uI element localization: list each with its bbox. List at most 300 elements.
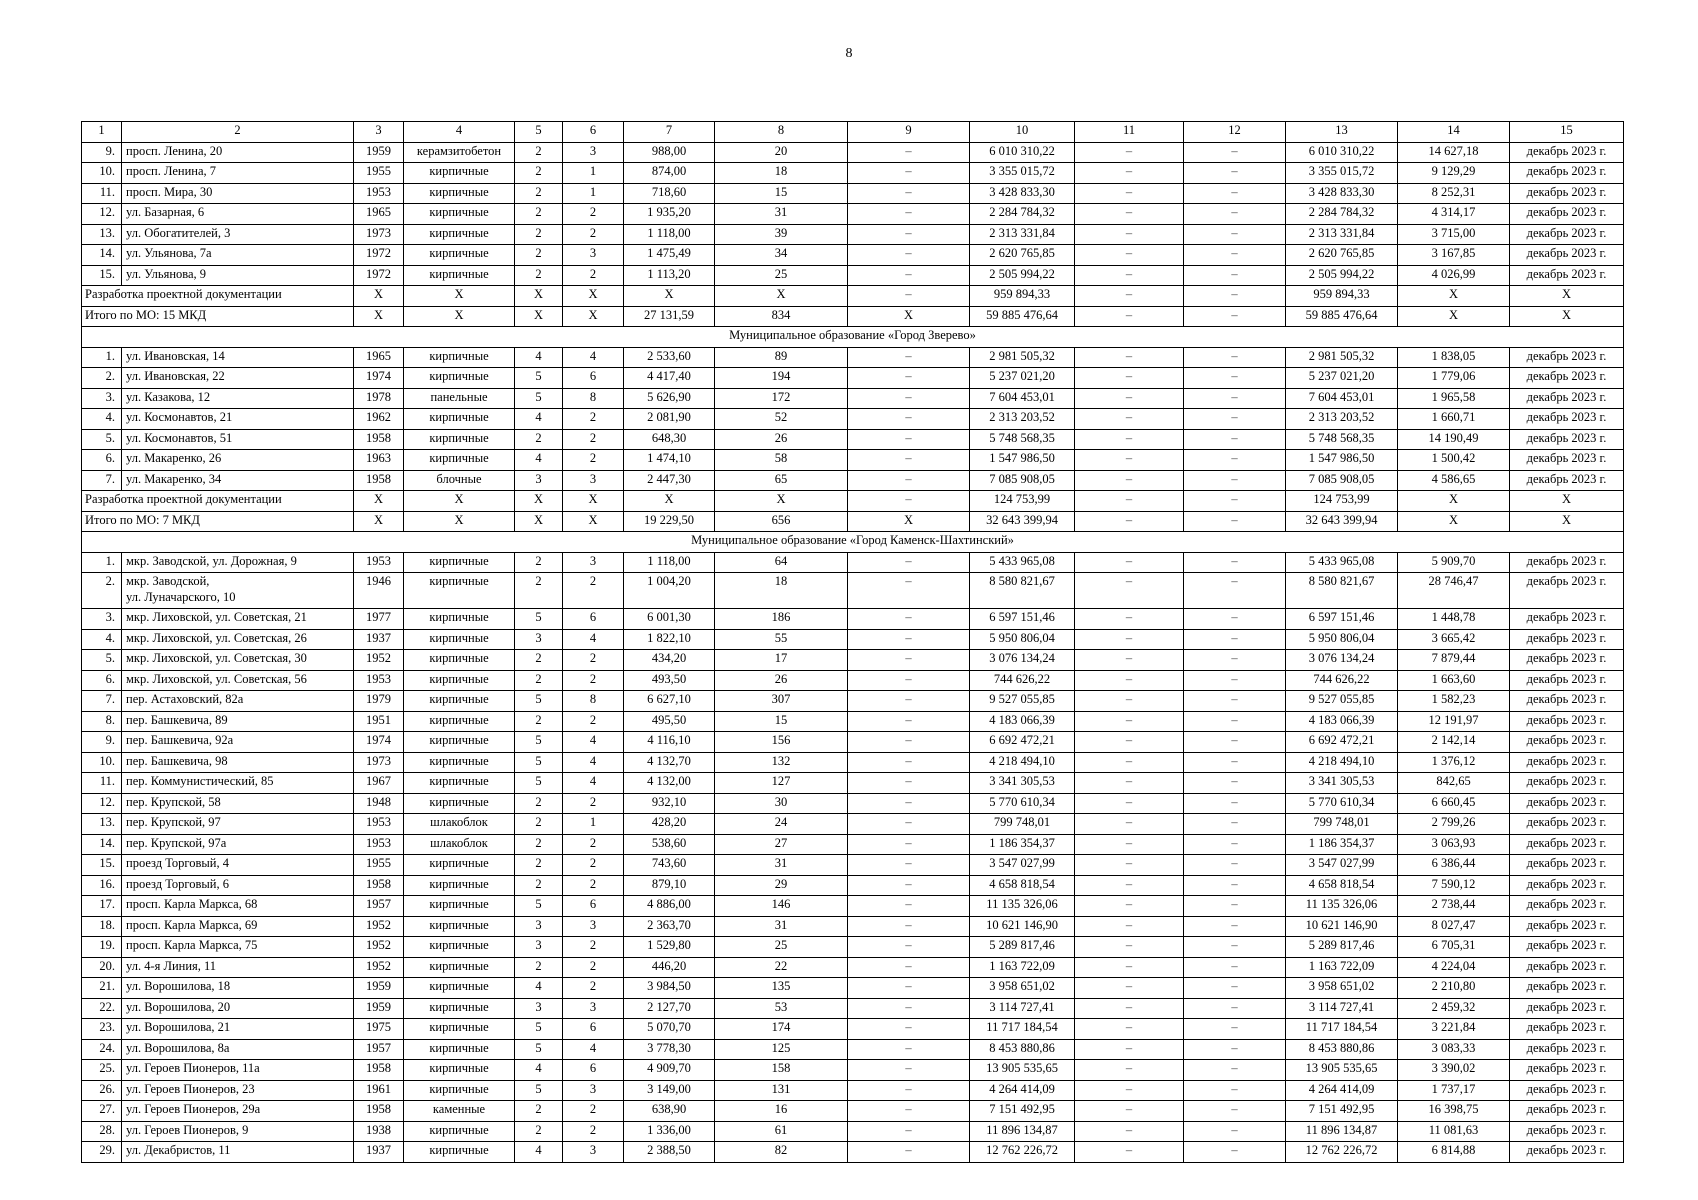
table-cell: – (1075, 978, 1184, 999)
table-row (82, 573, 1624, 609)
row-label: Итого по МО: 15 МКД (82, 306, 354, 327)
table-cell: 1955 (354, 163, 404, 184)
table-cell: кирпичные (404, 347, 515, 368)
table-cell: 5 (515, 388, 563, 409)
table-cell: 21. (82, 978, 122, 999)
table-cell: декабрь 2023 г. (1510, 711, 1624, 732)
table-row (82, 855, 1624, 876)
table-cell: 1937 (354, 1142, 404, 1163)
table-cell: 7. (82, 691, 122, 712)
table-cell: 125 (715, 1039, 848, 1060)
table-cell: 55 (715, 629, 848, 650)
table-cell: – (1184, 793, 1286, 814)
table-cell: декабрь 2023 г. (1510, 937, 1624, 958)
table-cell: декабрь 2023 г. (1510, 732, 1624, 753)
column-number-cell: 8 (715, 122, 848, 143)
table-cell: декабрь 2023 г. (1510, 388, 1624, 409)
table-row (82, 1101, 1624, 1122)
table-cell: 12 762 226,72 (1286, 1142, 1398, 1163)
table-cell: – (1184, 1060, 1286, 1081)
address-cell: ул. Ульянова, 7а (122, 245, 354, 266)
table-cell: декабрь 2023 г. (1510, 875, 1624, 896)
address-cell: мкр. Лиховской, ул. Советская, 56 (122, 670, 354, 691)
table-cell: – (1184, 773, 1286, 794)
table-cell: X (354, 491, 404, 512)
table-cell: – (1075, 834, 1184, 855)
table-cell: 146 (715, 896, 848, 917)
table-cell: 12. (82, 793, 122, 814)
table-cell: 11 135 326,06 (970, 896, 1075, 917)
table-cell: – (1075, 388, 1184, 409)
table-cell: – (1075, 609, 1184, 630)
table-cell: 11 717 184,54 (1286, 1019, 1398, 1040)
table-row (82, 875, 1624, 896)
total-row (82, 511, 1624, 532)
table-cell: – (848, 998, 970, 1019)
table-cell: 2 (515, 183, 563, 204)
table-cell: 39 (715, 224, 848, 245)
table-cell: 2 313 331,84 (1286, 224, 1398, 245)
table-cell: 8 027,47 (1398, 916, 1510, 937)
table-cell: – (1184, 957, 1286, 978)
table-cell: 1 118,00 (624, 552, 715, 573)
table-cell: 5 (515, 609, 563, 630)
table-cell: – (1184, 265, 1286, 286)
table-cell: – (1184, 752, 1286, 773)
table-cell: X (354, 511, 404, 532)
table-cell: 1963 (354, 450, 404, 471)
table-cell: 6 (563, 1060, 624, 1081)
table-cell: кирпичные (404, 1080, 515, 1101)
table-cell: 4 658 818,54 (970, 875, 1075, 896)
table-cell: 2 (515, 670, 563, 691)
table-cell: 13. (82, 814, 122, 835)
table-cell: – (1184, 388, 1286, 409)
table-cell: – (848, 855, 970, 876)
table-cell: – (1075, 896, 1184, 917)
table-cell: 27 131,59 (624, 306, 715, 327)
table-cell: 6 386,44 (1398, 855, 1510, 876)
table-cell: 4. (82, 629, 122, 650)
table-cell: 1975 (354, 1019, 404, 1040)
table-cell: – (1184, 306, 1286, 327)
table-cell: 9 527 055,85 (1286, 691, 1398, 712)
table-cell: кирпичные (404, 609, 515, 630)
table-cell: – (848, 1080, 970, 1101)
table-cell: – (848, 834, 970, 855)
table-cell: – (1184, 629, 1286, 650)
table-cell: 638,90 (624, 1101, 715, 1122)
table-cell: X (848, 511, 970, 532)
table-cell: 3 665,42 (1398, 629, 1510, 650)
column-number-cell: 10 (970, 122, 1075, 143)
table-cell: 1 376,12 (1398, 752, 1510, 773)
table-cell: 4 132,70 (624, 752, 715, 773)
table-cell: 2 (515, 855, 563, 876)
table-cell: 2 (515, 711, 563, 732)
address-cell: ул. Макаренко, 26 (122, 450, 354, 471)
address-cell: ул. Ивановская, 14 (122, 347, 354, 368)
table-cell: 4 (515, 409, 563, 430)
table-row (82, 1019, 1624, 1040)
table-cell: декабрь 2023 г. (1510, 793, 1624, 814)
table-cell: декабрь 2023 г. (1510, 409, 1624, 430)
table-cell: кирпичные (404, 957, 515, 978)
table-cell: 2 (563, 875, 624, 896)
table-cell: 6 597 151,46 (1286, 609, 1398, 630)
table-row (82, 183, 1624, 204)
table-cell: декабрь 2023 г. (1510, 142, 1624, 163)
table-cell: кирпичные (404, 978, 515, 999)
table-cell: 4 132,00 (624, 773, 715, 794)
table-cell: 2 (563, 793, 624, 814)
section-header-row (82, 532, 1624, 553)
design-docs-row (82, 491, 1624, 512)
address-cell: пер. Башкевича, 89 (122, 711, 354, 732)
table-cell: – (1184, 204, 1286, 225)
table-cell: X (563, 286, 624, 307)
table-cell: – (1184, 875, 1286, 896)
table-cell: декабрь 2023 г. (1510, 916, 1624, 937)
table-cell: – (1184, 183, 1286, 204)
table-cell: – (1184, 814, 1286, 835)
address-cell: проезд Торговый, 4 (122, 855, 354, 876)
table-cell: 3 355 015,72 (970, 163, 1075, 184)
table-cell: 2 (563, 978, 624, 999)
table-cell: – (1184, 470, 1286, 491)
table-cell: – (848, 204, 970, 225)
address-cell: просп. Ленина, 20 (122, 142, 354, 163)
address-cell: пер. Башкевича, 98 (122, 752, 354, 773)
table-cell: 8 580 821,67 (970, 573, 1075, 609)
table-cell: декабрь 2023 г. (1510, 450, 1624, 471)
address-cell: ул. Декабристов, 11 (122, 1142, 354, 1163)
table-cell: 2 (515, 265, 563, 286)
table-cell: 26 (715, 670, 848, 691)
design-docs-row (82, 286, 1624, 307)
table-cell: 1 113,20 (624, 265, 715, 286)
table-cell: 7. (82, 470, 122, 491)
table-cell: 58 (715, 450, 848, 471)
table-cell: 1937 (354, 629, 404, 650)
table-cell: 26 (715, 429, 848, 450)
table-cell: 25. (82, 1060, 122, 1081)
table-cell: 1972 (354, 265, 404, 286)
table-cell: – (848, 286, 970, 307)
table-cell: 4 264 414,09 (1286, 1080, 1398, 1101)
table-cell: 17 (715, 650, 848, 671)
table-row (82, 552, 1624, 573)
table-cell: 5 (515, 368, 563, 389)
table-row (82, 450, 1624, 471)
table-cell: – (1075, 409, 1184, 430)
table-cell: 8 453 880,86 (970, 1039, 1075, 1060)
table-cell: 434,20 (624, 650, 715, 671)
table-cell: 1 529,80 (624, 937, 715, 958)
table-cell: кирпичные (404, 711, 515, 732)
table-cell: – (1184, 429, 1286, 450)
table-cell: – (1075, 670, 1184, 691)
table-cell: 1952 (354, 916, 404, 937)
table-cell: кирпичные (404, 204, 515, 225)
table-cell: – (1075, 1060, 1184, 1081)
table-cell: 5 770 610,34 (970, 793, 1075, 814)
table-cell: – (1075, 998, 1184, 1019)
table-cell: 89 (715, 347, 848, 368)
table-cell: 4 026,99 (1398, 265, 1510, 286)
table-row (82, 732, 1624, 753)
table-cell: кирпичные (404, 183, 515, 204)
table-cell: 1965 (354, 347, 404, 368)
table-cell: 25 (715, 937, 848, 958)
column-number-cell: 3 (354, 122, 404, 143)
table-cell: 11 717 184,54 (970, 1019, 1075, 1040)
table-cell: декабрь 2023 г. (1510, 1142, 1624, 1163)
table-cell: 5 950 806,04 (970, 629, 1075, 650)
table-cell: 3 390,02 (1398, 1060, 1510, 1081)
table-cell: 2 284 784,32 (1286, 204, 1398, 225)
address-cell: пер. Астаховский, 82а (122, 691, 354, 712)
table-cell: X (404, 286, 515, 307)
table-cell: 2 (515, 204, 563, 225)
table-cell: 1959 (354, 998, 404, 1019)
address-cell: мкр. Заводской, ул. Дорожная, 9 (122, 552, 354, 573)
table-cell: 186 (715, 609, 848, 630)
table-cell: 5. (82, 429, 122, 450)
table-cell: 13 905 535,65 (970, 1060, 1075, 1081)
table-cell: кирпичные (404, 691, 515, 712)
table-cell: – (1075, 265, 1184, 286)
table-cell: 1952 (354, 937, 404, 958)
table-cell: 1959 (354, 142, 404, 163)
table-cell: 9 527 055,85 (970, 691, 1075, 712)
table-cell: – (1184, 711, 1286, 732)
table-cell: 4 (515, 450, 563, 471)
table-cell: 2 (563, 1101, 624, 1122)
table-cell: 3 (515, 629, 563, 650)
table-cell: 1953 (354, 834, 404, 855)
table-cell: 6 692 472,21 (1286, 732, 1398, 753)
address-cell: ул. Ворошилова, 18 (122, 978, 354, 999)
table-cell: 1952 (354, 650, 404, 671)
table-cell: кирпичные (404, 650, 515, 671)
table-cell: 4 (515, 347, 563, 368)
table-cell: – (1184, 998, 1286, 1019)
table-cell: шлакоблок (404, 814, 515, 835)
table-cell: – (1075, 875, 1184, 896)
table-cell: 2 (563, 204, 624, 225)
table-cell: 2 (563, 834, 624, 855)
table-cell: 14 190,49 (1398, 429, 1510, 450)
address-cell: ул. Героев Пионеров, 23 (122, 1080, 354, 1101)
table-cell: 13 905 535,65 (1286, 1060, 1398, 1081)
table-cell: 64 (715, 552, 848, 573)
table-cell: 1 838,05 (1398, 347, 1510, 368)
table-cell: – (1184, 163, 1286, 184)
table-cell: 834 (715, 306, 848, 327)
table-cell: 11 135 326,06 (1286, 896, 1398, 917)
table-cell: – (1184, 1080, 1286, 1101)
table-cell: – (848, 650, 970, 671)
table-cell: 3. (82, 609, 122, 630)
column-number-cell: 2 (122, 122, 354, 143)
table-cell: 1951 (354, 711, 404, 732)
address-cell: ул. Ворошилова, 21 (122, 1019, 354, 1040)
table-row (82, 204, 1624, 225)
address-cell: ул. Ульянова, 9 (122, 265, 354, 286)
table-cell: 988,00 (624, 142, 715, 163)
table-cell: 6 705,31 (1398, 937, 1510, 958)
table-cell: 22 (715, 957, 848, 978)
address-cell: ул. Ивановская, 22 (122, 368, 354, 389)
table-cell: 1 004,20 (624, 573, 715, 609)
table-cell: 5 770 610,34 (1286, 793, 1398, 814)
table-cell: декабрь 2023 г. (1510, 752, 1624, 773)
table-cell: кирпичные (404, 1019, 515, 1040)
table-cell: 538,60 (624, 834, 715, 855)
address-cell: проезд Торговый, 6 (122, 875, 354, 896)
table-row (82, 1080, 1624, 1101)
table-cell: 4. (82, 409, 122, 430)
table-cell: кирпичные (404, 629, 515, 650)
table-cell: декабрь 2023 г. (1510, 224, 1624, 245)
table-cell: 7 151 492,95 (1286, 1101, 1398, 1122)
table-cell: 2 (515, 875, 563, 896)
table-cell: 3 076 134,24 (1286, 650, 1398, 671)
table-cell: 4 (563, 773, 624, 794)
table-cell: X (563, 306, 624, 327)
table-cell: 53 (715, 998, 848, 1019)
table-cell: 3 715,00 (1398, 224, 1510, 245)
table-cell: кирпичные (404, 224, 515, 245)
table-cell: 3 547 027,99 (970, 855, 1075, 876)
table-cell: 4 218 494,10 (1286, 752, 1398, 773)
address-cell: пер. Крупской, 97а (122, 834, 354, 855)
table-cell: 2 313 331,84 (970, 224, 1075, 245)
address-cell: ул. Космонавтов, 21 (122, 409, 354, 430)
table-cell: 6 (563, 1019, 624, 1040)
table-cell: X (848, 306, 970, 327)
table-cell: 19. (82, 937, 122, 958)
table-cell: 1 336,00 (624, 1121, 715, 1142)
table-cell: декабрь 2023 г. (1510, 896, 1624, 917)
table-cell: 2 (515, 814, 563, 835)
table-row (82, 163, 1624, 184)
table-cell: 1 118,00 (624, 224, 715, 245)
table-cell: – (848, 732, 970, 753)
table-cell: 4 417,40 (624, 368, 715, 389)
table-cell: 1 737,17 (1398, 1080, 1510, 1101)
table-cell: – (1075, 752, 1184, 773)
table-cell: X (515, 491, 563, 512)
table-cell: 6 (563, 896, 624, 917)
table-cell: 6 660,45 (1398, 793, 1510, 814)
table-cell: 5 237 021,20 (970, 368, 1075, 389)
table-cell: кирпичные (404, 450, 515, 471)
table-cell: 3 149,00 (624, 1080, 715, 1101)
total-row (82, 306, 1624, 327)
table-cell: кирпичные (404, 1142, 515, 1163)
table-cell: 3 547 027,99 (1286, 855, 1398, 876)
table-cell: 20. (82, 957, 122, 978)
table-cell: – (1075, 286, 1184, 307)
table-cell: 7 879,44 (1398, 650, 1510, 671)
table-cell: 1 779,06 (1398, 368, 1510, 389)
table-cell: 1 500,42 (1398, 450, 1510, 471)
table-cell: 4 (515, 978, 563, 999)
table-cell: декабрь 2023 г. (1510, 670, 1624, 691)
table-cell: – (1184, 732, 1286, 753)
address-cell: ул. Макаренко, 34 (122, 470, 354, 491)
table-cell: X (1398, 306, 1510, 327)
table-cell: 2 (563, 450, 624, 471)
table-cell: 131 (715, 1080, 848, 1101)
table-cell: 3 428 833,30 (970, 183, 1075, 204)
table-cell: 14. (82, 245, 122, 266)
table-cell: – (1184, 347, 1286, 368)
table-cell: 124 753,99 (970, 491, 1075, 512)
table-cell: 29. (82, 1142, 122, 1163)
table-cell: – (1184, 511, 1286, 532)
table-cell: – (1075, 163, 1184, 184)
table-cell: 11 896 134,87 (1286, 1121, 1398, 1142)
table-cell: 4 218 494,10 (970, 752, 1075, 773)
table-cell: 2 (515, 1121, 563, 1142)
table-cell: – (848, 1039, 970, 1060)
table-cell: кирпичные (404, 429, 515, 450)
table-cell: 6 (563, 368, 624, 389)
table-cell: – (848, 163, 970, 184)
table-cell: X (715, 491, 848, 512)
table-cell: 6 (563, 609, 624, 630)
table-cell: 15. (82, 265, 122, 286)
table-cell: 59 885 476,64 (1286, 306, 1398, 327)
table-cell: 2 (515, 1101, 563, 1122)
table-cell: 1979 (354, 691, 404, 712)
column-number-cell: 6 (563, 122, 624, 143)
table-cell: – (1184, 409, 1286, 430)
column-number-cell: 11 (1075, 122, 1184, 143)
table-cell: 1 (563, 183, 624, 204)
table-cell: 2 (515, 552, 563, 573)
table-cell: – (1184, 691, 1286, 712)
table-cell: – (1184, 609, 1286, 630)
table-cell: X (404, 306, 515, 327)
address-cell: пер. Коммунистический, 85 (122, 773, 354, 794)
table-cell: 52 (715, 409, 848, 430)
table-cell: – (1075, 306, 1184, 327)
table-cell: 495,50 (624, 711, 715, 732)
table-row (82, 224, 1624, 245)
table-cell: – (1184, 1101, 1286, 1122)
table-cell: каменные (404, 1101, 515, 1122)
table-cell: 1948 (354, 793, 404, 814)
address-cell: мкр. Лиховской, ул. Советская, 30 (122, 650, 354, 671)
table-cell: декабрь 2023 г. (1510, 1060, 1624, 1081)
table-cell: – (1075, 691, 1184, 712)
table-cell: 28 746,47 (1398, 573, 1510, 609)
table-cell: – (848, 609, 970, 630)
table-row (82, 1060, 1624, 1081)
table-cell: 8 453 880,86 (1286, 1039, 1398, 1060)
table-cell: 799 748,01 (1286, 814, 1398, 835)
table-row (82, 609, 1624, 630)
table-cell: 1977 (354, 609, 404, 630)
table-cell: 2 (515, 834, 563, 855)
table-cell: 5. (82, 650, 122, 671)
table-cell: 156 (715, 732, 848, 753)
table-cell: декабрь 2023 г. (1510, 429, 1624, 450)
